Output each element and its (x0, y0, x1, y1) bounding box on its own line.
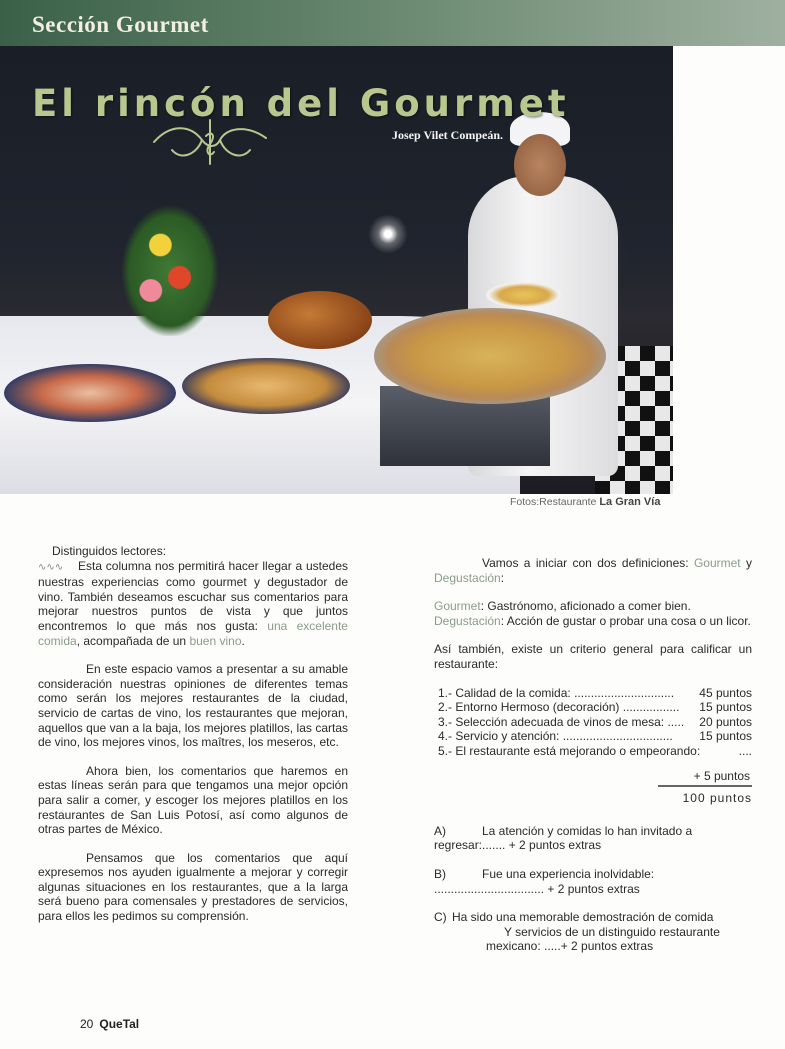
criteria-text: Así también, existe un criterio general para calificar un restaurante: (434, 642, 752, 671)
criteria-item (438, 744, 752, 759)
def-degustacion-text: : Acción de gustar o probar una cosa o un licor. (500, 613, 751, 628)
definition-gourmet (434, 599, 752, 614)
photo-chef-head (514, 134, 566, 196)
intro-e: : (500, 570, 505, 585)
criteria-item (438, 686, 752, 701)
intro-text-a: Esta columna nos permitirá hacer llegar a ustedes nuestras experiencias como gourmet y degustador de vino. También deseamos escuchar sus comentarios para mejorar nuestros puntos de vista y que juntos encontremos lo que más nos gusta: (38, 558, 348, 633)
criteria-label: 5.- El restaurante está mejorando o empeorando: (438, 743, 701, 758)
intro-c: y (740, 556, 752, 570)
intro-gourmet: Gourmet (693, 556, 741, 570)
paragraph-intro (38, 559, 348, 649)
photo-credit (510, 496, 660, 508)
criteria-points: 15 puntos (699, 729, 752, 744)
criteria-label: 3.- Selección adecuada de vinos de mesa: ..... (438, 714, 685, 729)
extra-text: ................................. + 2 puntos extras (434, 881, 640, 896)
criteria-points: 15 puntos (699, 700, 752, 715)
magazine-name: QueTal (99, 1017, 140, 1031)
criteria-label: 1.- Calidad de la comida: .............................. (438, 685, 675, 700)
criteria-item (438, 715, 752, 730)
extra-text: Y servicios de un distinguido restaurante (504, 924, 720, 939)
extra-text: La atención y comidas lo han invitado a (482, 823, 693, 838)
flourish-ornament-icon (150, 116, 270, 168)
photo-platter-left (4, 364, 176, 422)
criteria-item (438, 700, 752, 715)
right-column (434, 556, 752, 954)
definition-degustacion (434, 614, 752, 629)
photo-chef-plate (486, 282, 562, 308)
photo-flower-arrangement (122, 206, 218, 336)
plus-points: + 5 puntos (693, 768, 750, 783)
criteria-label: 4.- Servicio y atención: ................................. (438, 729, 673, 744)
photo-credit-name: La Gran Vía (599, 496, 661, 508)
sum-divider (658, 785, 752, 787)
criteria-points: 20 puntos (699, 714, 752, 729)
paragraph-closing: Pensamos que los comentarios que aquí expresemos nos ayuden igualmente a mejorar y corregir algunas situaciones en los restaurantes, que a la larga será bueno para comensales y prestadores de servicios, para ellos les pedimos su comprensión. (38, 850, 348, 924)
photo-roast-turkey (268, 291, 372, 349)
section-title: Sección Gourmet (32, 12, 209, 37)
page-footer (80, 1017, 139, 1031)
article-title: El rincón del Gourmet (32, 82, 570, 125)
extra-letter: B) (434, 866, 446, 881)
extra-text: mexicano: .....+ 2 puntos extras (486, 939, 654, 954)
total-points: 100 puntos (682, 791, 752, 806)
intro-highlight-food: una excelente comida (38, 618, 348, 648)
extra-text: regresar:....... + 2 puntos extras (434, 838, 602, 853)
squiggle-icon: ∿∿∿ (38, 561, 64, 573)
paragraph-comments: Ahora bien, los comentarios que haremos en estas líneas serán para que tengamos una mejor opción para salir a comer, y escoger los mejores platillos en los restaurantes de San Luis Potosí, así como algunos de otras partes de México. (38, 763, 348, 837)
extra-text: Fue una experiencia inolvidable: (482, 866, 655, 881)
criteria-points: .... (738, 743, 752, 758)
intro-highlight-wine: buen vino (189, 633, 242, 648)
extra-item-b (434, 867, 752, 896)
greeting: Distinguidos lectores: (52, 544, 167, 558)
photo-paella-pan (374, 308, 606, 404)
def-gourmet-text: : Gastrónomo, aficionado a comer bien. (480, 599, 691, 614)
def-degustacion-term: Degustación (434, 613, 501, 628)
intro-text-c: , acompañada de un (76, 633, 190, 648)
intro-a: Vamos a iniciar con dos definiciones: (482, 556, 694, 570)
page-number: 20 (80, 1017, 94, 1031)
criteria-label: 2.- Entorno Hermoso (decoración) ................. (438, 700, 680, 715)
section-band (0, 0, 785, 46)
extra-item-a (434, 824, 752, 853)
criteria-item (438, 729, 752, 744)
criteria-list (438, 686, 752, 759)
def-gourmet-term: Gourmet (434, 599, 481, 614)
paragraph-topics: En este espacio vamos a presentar a su amable consideración nuestras opiniones de diferentes temas como serán los mejores restaurantes de la ciudad, servicio de cartas de vino, los restaurantes que mejoran, aquellos que van a la baja, los mejores platillos, las cartas de vino, los mejores vinos, los maîtres, los meseros, etc. (38, 662, 348, 750)
photo-light-sparkle (368, 214, 408, 254)
left-column (38, 544, 348, 924)
criteria-points: 45 puntos (699, 685, 752, 700)
intro-degustacion: Degustación (434, 570, 501, 585)
extra-item-c (434, 910, 752, 954)
extra-text: Ha sido una memorable demostración de comida (452, 910, 714, 925)
definitions-intro (434, 556, 752, 585)
article-photo (0, 46, 673, 494)
extra-letter: A) (434, 823, 446, 838)
photo-credit-prefix: Fotos:Restaurante (510, 496, 597, 508)
intro-text-e: . (241, 633, 245, 648)
photo-platter-center (182, 358, 350, 414)
article-author: Josep Vilet Compeán. (392, 128, 503, 142)
extra-letter: C) (434, 910, 447, 925)
